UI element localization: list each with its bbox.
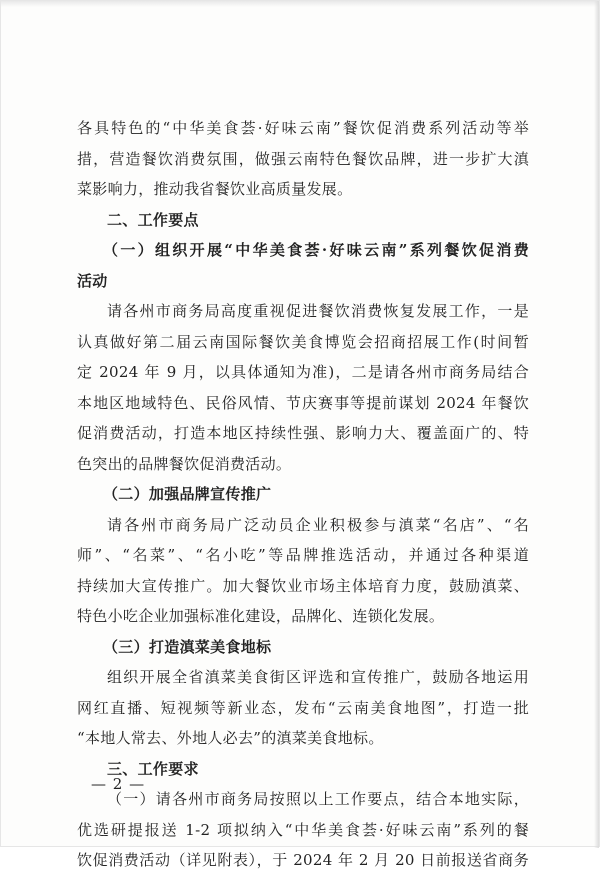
page-number: — 2 — — [91, 775, 146, 793]
body-line: 本地区地域特色、民俗风情、节庆赛事等提前谋划 2024 年餐饮 — [77, 393, 529, 412]
subsection-heading: （一）组织开展“中华美食荟·好味云南”系列餐饮促消费 — [103, 241, 529, 259]
body-line: 师”、“名菜”、“名小吃”等品牌推选活动，并通过各种渠道 — [77, 546, 529, 564]
subsection-heading-cont: 活动 — [77, 271, 108, 290]
body-line: 特色小吃企业加强标准化建设，品牌化、连锁化发展。 — [77, 607, 445, 625]
body-line: 优选研提报送 1-2 项拟纳入“中华美食荟·好味云南”系列的餐 — [77, 820, 529, 839]
body-line: 请各州市商务局广泛动员企业积极参与滇菜“名店”、“名 — [107, 515, 529, 534]
body-line: 各具特色的“中华美食荟·好味云南”餐饮促消费系列活动等举 — [77, 119, 529, 137]
body-line: 措，营造餐饮消费氛围，做强云南特色餐饮品牌，进一步扩大滇 — [77, 149, 529, 168]
body-line: “本地人常去、外地人必去”的滇菜美食地标。 — [77, 729, 384, 747]
body-line: 网红直播、短视频等新业态，发布“云南美食地图”，打造一批 — [77, 698, 529, 717]
body-line: 色突出的品牌餐饮促消费活动。 — [77, 454, 292, 473]
body-line: 请各州市商务局高度重视促进餐饮消费恢复发展工作，一是 — [107, 302, 529, 320]
body-line: （一）请各州市商务局按照以上工作要点，结合本地实际， — [107, 790, 529, 808]
body-line: 持续加大宣传推广。加大餐饮业市场主体培育力度，鼓励滇菜、 — [77, 576, 529, 595]
body-line: 组织开展全省滇菜美食街区评选和宣传推广，鼓励各地运用 — [107, 668, 529, 686]
scan-shadow-right — [594, 1, 599, 848]
section-heading: 二、工作要点 — [107, 210, 199, 229]
body-line: 菜影响力，推动我省餐饮业高质量发展。 — [77, 180, 353, 198]
subsection-heading: （二）加强品牌宣传推广 — [103, 485, 272, 503]
body-line: 饮促消费活动（详见附表），于 2024 年 2 月 20 日前报送省商务 — [77, 851, 529, 869]
document-body — [77, 113, 529, 876]
body-line: 认真做好第二届云南国际餐饮美食博览会招商招展工作(时间暂 — [77, 332, 529, 351]
body-line: 定 2024 年 9 月，以具体通知为准)，二是请各州市商务局结合 — [77, 363, 529, 381]
body-line: 促消费活动，打造本地区持续性强、影响力大、覆盖面广的、特 — [77, 424, 529, 442]
section-heading: 三、工作要求 — [107, 759, 199, 778]
scan-shadow-top — [1, 1, 600, 7]
subsection-heading: （三）打造滇菜美食地标 — [103, 637, 272, 656]
